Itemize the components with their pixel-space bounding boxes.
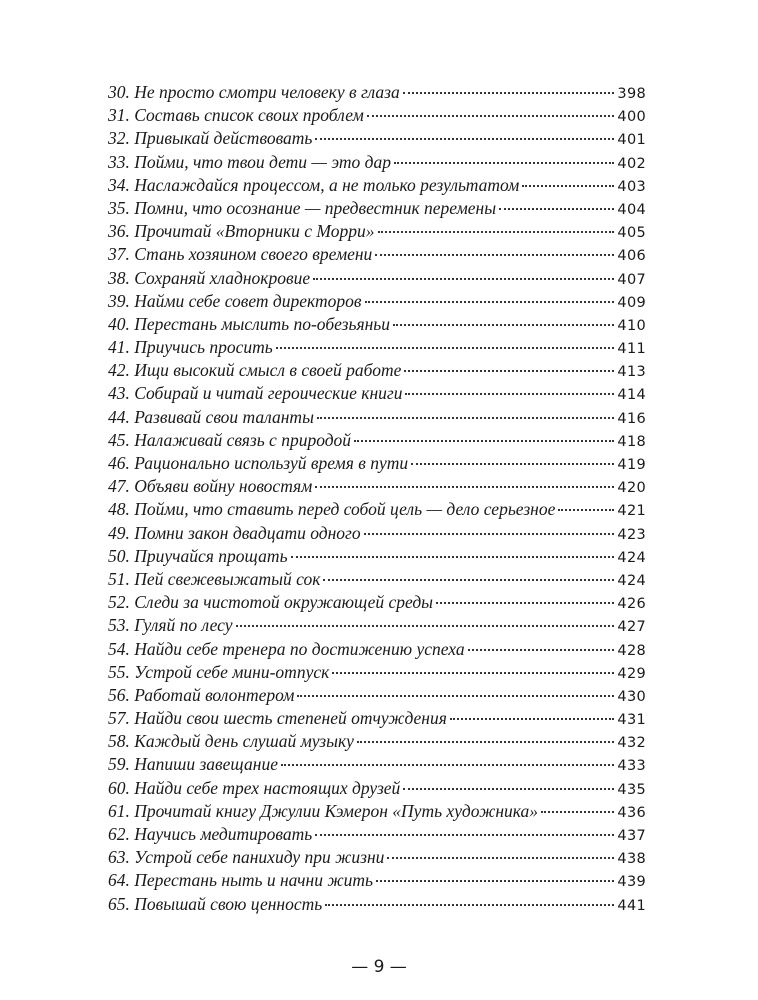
- table-of-contents: [108, 82, 646, 917]
- toc-entry: [108, 662, 646, 685]
- toc-entry: [108, 847, 646, 870]
- toc-entry-title: 44. Развивай свои таланты: [108, 406, 314, 427]
- toc-entry-page: 426: [617, 596, 646, 613]
- dot-leader: [332, 672, 614, 674]
- toc-entry-title: 51. Пей свежевыжатый сок: [108, 568, 321, 589]
- toc-entry-title: 59. Напиши завещание: [108, 754, 279, 775]
- dot-leader: [276, 347, 615, 349]
- dot-leader: [375, 254, 614, 256]
- toc-entry-title: 46. Рационально используй время в пути: [108, 453, 409, 473]
- toc-entry-title: 64. Перестань ныть и начни жить: [108, 870, 373, 891]
- dot-leader: [522, 185, 614, 187]
- toc-entry: [108, 499, 646, 522]
- toc-entry: [108, 523, 646, 546]
- toc-entry-page: 411: [617, 341, 646, 358]
- toc-entry-title: 41. Приучись просить: [108, 337, 273, 358]
- dot-leader: [499, 208, 614, 210]
- toc-entry-title: 49. Помни закон двадцати одного: [108, 522, 361, 543]
- dot-leader: [541, 811, 614, 813]
- dot-leader: [403, 92, 615, 94]
- toc-entry: [108, 128, 646, 151]
- toc-entry-title: 65. Повышай свою ценность: [108, 893, 323, 914]
- dot-leader: [313, 278, 614, 280]
- toc-entry-page: 418: [617, 433, 646, 450]
- dot-leader: [403, 788, 614, 790]
- toc-entry: [108, 569, 646, 592]
- toc-entry: [108, 778, 646, 801]
- toc-entry-title: 36. Прочитай «Вторники с Морри»: [108, 221, 375, 242]
- toc-entry: [108, 615, 646, 638]
- toc-entry-page: 419: [617, 457, 646, 473]
- dot-leader: [315, 138, 614, 140]
- toc-entry-title: 37. Стань хозяином своего времени: [108, 244, 373, 265]
- dot-leader: [468, 649, 615, 651]
- toc-entry-page: 441: [617, 897, 646, 914]
- toc-entry-title: 47. Объяви войну новостям: [108, 476, 313, 497]
- toc-entry-title: 34. Наслаждайся процессом, а не только результатом: [108, 174, 520, 195]
- toc-entry-title: 42. Ищи высокий смысл в своей работе: [108, 360, 402, 381]
- toc-entry-title: 48. Пойми, что ставить перед собой цель — дело серьезное: [108, 499, 556, 520]
- dot-leader: [297, 695, 614, 697]
- dot-leader: [317, 417, 614, 419]
- toc-entry: [108, 383, 646, 406]
- toc-entry-title: 55. Устрой себе мини-отпуск: [108, 661, 330, 682]
- toc-entry-page: 401: [617, 132, 646, 149]
- toc-entry: [108, 337, 646, 360]
- toc-entry: [108, 268, 646, 291]
- dot-leader: [387, 857, 614, 859]
- toc-entry: [108, 824, 646, 847]
- toc-entry-page: 398: [617, 86, 646, 102]
- toc-entry: [108, 105, 646, 128]
- toc-entry: [108, 453, 646, 476]
- dot-leader: [405, 393, 614, 395]
- toc-entry-page: 428: [617, 642, 646, 659]
- toc-entry: [108, 708, 646, 731]
- toc-entry-title: 35. Помни, что осознание — предвестник перемены: [108, 197, 497, 218]
- toc-entry-page: 432: [617, 735, 646, 752]
- toc-entry-page: 406: [617, 248, 646, 265]
- page-number: — 9 —: [351, 957, 407, 977]
- toc-entry-page: 420: [617, 480, 646, 497]
- toc-entry-page: 424: [617, 549, 646, 566]
- toc-entry: [108, 870, 646, 893]
- toc-entry-title: 63. Устрой себе панихиду при жизни: [108, 847, 385, 868]
- dot-leader: [367, 115, 615, 117]
- toc-entry: [108, 314, 646, 337]
- dot-leader: [315, 486, 614, 488]
- dot-leader: [325, 904, 614, 906]
- toc-entry: [108, 685, 646, 708]
- dot-leader: [411, 463, 614, 465]
- toc-entry-title: 38. Сохраняй хладнокровие: [108, 267, 311, 288]
- toc-entry-title: 32. Привыкай действовать: [108, 128, 313, 149]
- dot-leader: [357, 741, 614, 743]
- dot-leader: [376, 880, 614, 882]
- toc-entry-page: 413: [617, 364, 646, 381]
- toc-entry: [108, 592, 646, 615]
- toc-entry-page: 427: [617, 619, 646, 636]
- dot-leader: [354, 440, 614, 442]
- toc-entry-title: 57. Найди свои шесть степеней отчуждения: [108, 708, 447, 729]
- dot-leader: [404, 370, 614, 372]
- toc-entry: [108, 407, 646, 430]
- toc-entry-page: 423: [617, 526, 646, 543]
- toc-entry-page: 414: [617, 387, 646, 404]
- toc-entry-page: 424: [617, 572, 646, 589]
- toc-entry-page: 435: [617, 781, 646, 798]
- toc-entry-title: 39. Найми себе совет директоров: [108, 290, 362, 311]
- dot-leader: [315, 834, 614, 836]
- toc-entry: [108, 801, 646, 824]
- toc-entry: [108, 82, 646, 105]
- toc-entry-page: 409: [617, 294, 646, 311]
- toc-entry-title: 60. Найди себе трех настоящих друзей: [108, 777, 401, 798]
- dot-leader: [323, 579, 614, 581]
- toc-entry: [108, 221, 646, 244]
- toc-entry-title: 62. Научись медитировать: [108, 824, 313, 844]
- toc-entry-title: 40. Перестань мыслить по-обезьяньи: [108, 313, 390, 334]
- dot-leader: [393, 324, 614, 326]
- toc-entry-page: 403: [617, 178, 646, 195]
- toc-entry: [108, 291, 646, 314]
- dot-leader: [394, 162, 614, 164]
- toc-entry: [108, 244, 646, 267]
- dot-leader: [450, 718, 615, 720]
- toc-entry-title: 43. Собирай и читай героические книги: [108, 383, 403, 404]
- toc-entry-page: 438: [617, 851, 646, 868]
- toc-entry-page: 402: [617, 155, 646, 172]
- toc-entry: [108, 639, 646, 662]
- toc-entry-title: 56. Работай волонтером: [108, 684, 295, 705]
- toc-entry-title: 52. Следи за чистотой окружающей среды: [108, 592, 434, 613]
- toc-entry-page: 436: [617, 804, 646, 821]
- toc-entry-title: 30. Не просто смотри человеку в глаза: [108, 82, 400, 102]
- toc-entry-title: 31. Составь список своих проблем: [108, 105, 364, 126]
- dot-leader: [558, 509, 614, 511]
- dot-leader: [365, 301, 615, 303]
- toc-entry-title: 50. Приучайся прощать: [108, 545, 288, 566]
- toc-entry: [108, 430, 646, 453]
- dot-leader: [236, 625, 615, 627]
- toc-entry-title: 58. Каждый день слушай музыку: [108, 731, 354, 752]
- dot-leader: [364, 533, 615, 535]
- toc-entry-page: 410: [617, 317, 646, 334]
- toc-entry-page: 416: [617, 410, 646, 427]
- dot-leader: [281, 764, 614, 766]
- toc-entry-page: 429: [617, 665, 646, 682]
- toc-entry-page: 437: [617, 828, 646, 844]
- toc-entry: [108, 731, 646, 754]
- toc-entry: [108, 546, 646, 569]
- toc-entry: [108, 175, 646, 198]
- toc-entry-page: 431: [617, 712, 646, 729]
- toc-entry-page: 433: [617, 758, 646, 775]
- toc-entry-title: 53. Гуляй по лесу: [108, 615, 233, 636]
- toc-entry-page: 407: [617, 271, 646, 288]
- toc-entry: [108, 894, 646, 917]
- toc-entry-title: 45. Налаживай связь с природой: [108, 429, 352, 450]
- toc-entry: [108, 476, 646, 499]
- toc-entry: [108, 360, 646, 383]
- dot-leader: [378, 231, 615, 233]
- toc-entry-page: 405: [617, 225, 646, 242]
- toc-entry-page: 421: [617, 503, 646, 520]
- toc-entry-page: 400: [617, 109, 646, 126]
- toc-entry-title: 54. Найди себе тренера по достижению успеха: [108, 638, 465, 659]
- toc-entry: [108, 152, 646, 175]
- toc-entry-title: 33. Пойми, что твои дети — это дар: [108, 151, 391, 172]
- toc-entry-page: 404: [617, 201, 646, 218]
- dot-leader: [291, 556, 615, 558]
- toc-entry-title: 61. Прочитай книгу Джулии Кэмерон «Путь художника»: [108, 800, 539, 821]
- dot-leader: [436, 602, 614, 604]
- toc-entry-page: 430: [617, 688, 646, 705]
- toc-entry: [108, 754, 646, 777]
- toc-entry: [108, 198, 646, 221]
- toc-entry-page: 439: [617, 874, 646, 891]
